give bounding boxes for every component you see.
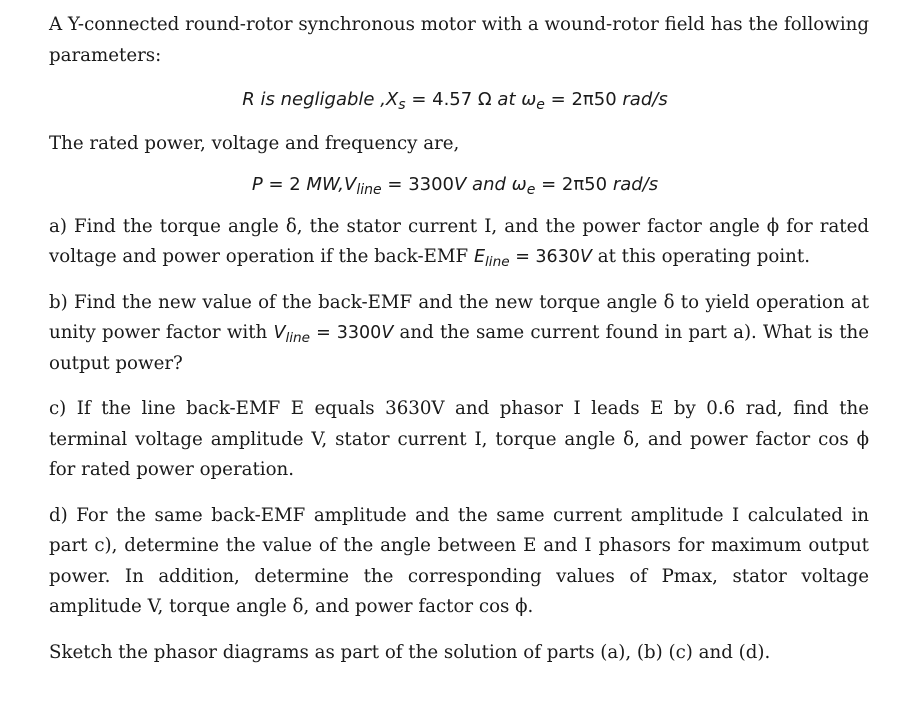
eq2-equals-b: =	[381, 173, 409, 195]
eq2-power-value: 2	[289, 173, 301, 195]
eq1-sub1: s	[398, 96, 406, 113]
eq1-omega-value: 2π50	[571, 89, 617, 110]
eq2-omega-value: 2π50	[561, 173, 608, 195]
eq1-at: at ω	[491, 89, 537, 110]
part-a-sub: line	[485, 253, 510, 270]
eq1-sub2: e	[536, 96, 545, 113]
part-a-sym: E	[473, 247, 485, 267]
eq2-equals-c: =	[535, 173, 562, 195]
eq1-equals: =	[405, 89, 433, 110]
eq2-and: and ω	[466, 173, 527, 195]
eq2-sub1: line	[356, 181, 382, 198]
part-b-unit: V	[381, 323, 394, 343]
part-b-sub: line	[285, 329, 311, 346]
eq1-part1: R is negligable ,X	[242, 89, 399, 110]
part-b-text2: and the same current found in part a). What is the output power?	[49, 322, 869, 374]
part-a-text1: a) Find the torque angle δ, the stator current I, and the power factor angle ϕ for rated voltage and power operation if the back-EMF	[49, 215, 869, 267]
part-a-unit: V	[579, 247, 592, 267]
eq1-reactance-value: 4.57 Ω	[432, 89, 492, 110]
sketch-paragraph: Sketch the phasor diagrams as part of the solution of parts (a), (b) (c) and (d).	[49, 641, 771, 663]
part-b-voltage-expr	[273, 323, 394, 346]
part-b-text1: b) Find the new value of the back-EMF and the new torque angle δ to yield operation at unity power factor with	[49, 291, 869, 343]
intro-paragraph: A Y-connected round-rotor synchronous motor with a wound-rotor field has the following parameters:	[49, 14, 869, 66]
part-b-paragraph	[49, 288, 869, 380]
part-a-text2: at this operating point.	[591, 246, 810, 267]
eq2-equals-a: =	[262, 173, 290, 195]
part-b-sym: V	[273, 323, 286, 343]
eq2-unit3: rad/s	[607, 173, 659, 195]
eq1-unit: rad/s	[616, 89, 668, 110]
part-b-eq: =	[310, 323, 337, 343]
part-b-value: 3300	[336, 323, 382, 343]
eq2-voltage-value: 3300	[408, 173, 454, 195]
part-a-emf-expr	[473, 247, 592, 270]
rated-equation	[49, 170, 869, 200]
parameter-equation	[49, 85, 869, 115]
eq2-unit2: V	[454, 173, 467, 195]
eq1-equals-2: =	[544, 89, 572, 110]
eq2-unit1: MW,V	[300, 173, 357, 195]
part-d-paragraph: d) For the same back-EMF amplitude and the same current amplitude I calculated in part c), determine the value of the angle between E and I phasors for maximum output power. In addition, determine the corresponding values of Pmax, stator voltage amplitude V, torque angle δ, and power factor cos ϕ.	[49, 504, 869, 617]
rated-paragraph: The rated power, voltage and frequency are,	[49, 133, 460, 154]
eq2-sub2: e	[526, 181, 536, 198]
part-a-eq: =	[509, 247, 536, 267]
part-a-paragraph	[49, 212, 869, 273]
part-c-paragraph: c) If the line back-EMF E equals 3630V and phasor I leads E by 0.6 rad, find the terminal voltage amplitude V, stator current I, torque angle δ, and power factor cos ϕ for rated power operation.	[49, 398, 869, 480]
eq2-p: P	[251, 173, 263, 195]
part-a-value: 3630	[535, 247, 580, 267]
